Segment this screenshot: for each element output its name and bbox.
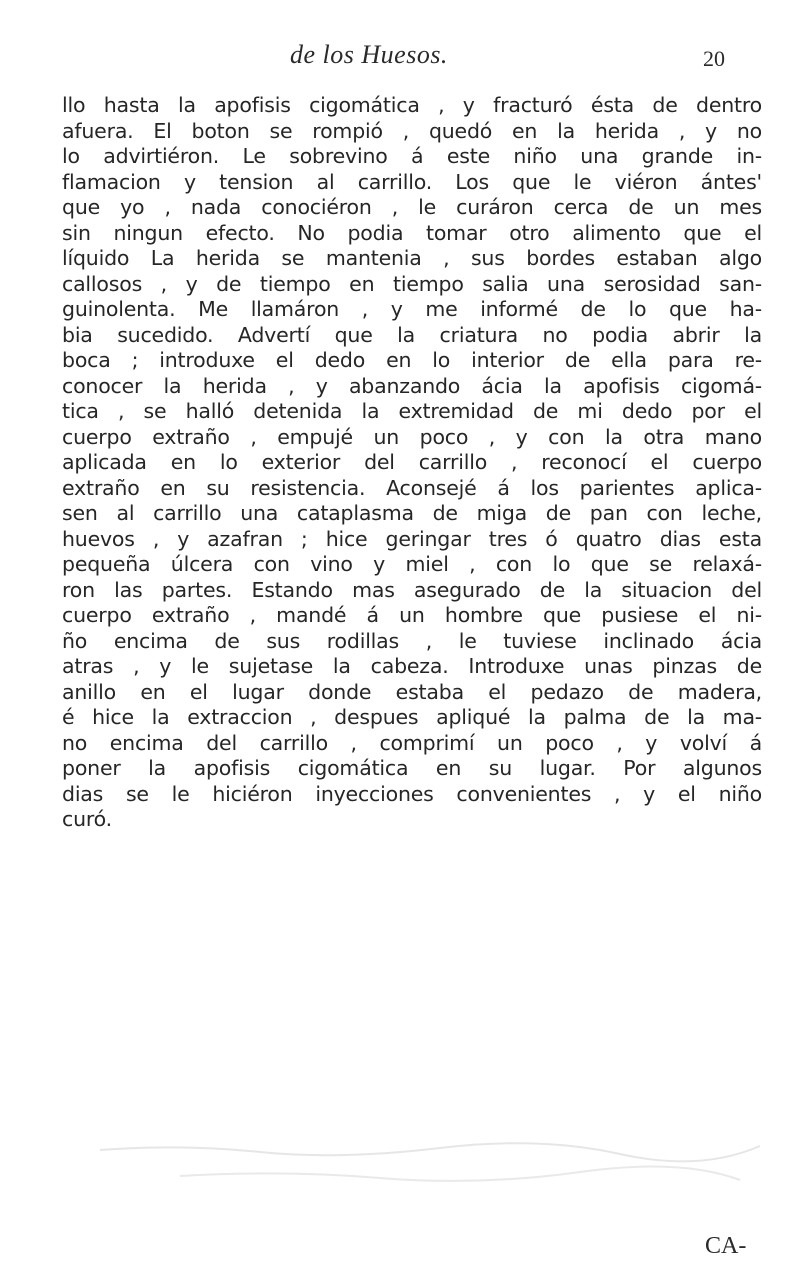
text-line: pequeña úlcera con vino y miel , con lo que se relaxá- bbox=[62, 552, 762, 576]
text-line: anillo en el lugar donde estaba el pedazo de madera, bbox=[62, 679, 762, 704]
text-line: curó. bbox=[62, 807, 112, 831]
text-line: huevos , y azafran ; hice geringar tres ó quatro dias esta bbox=[62, 526, 762, 551]
text-line: ño encima de sus rodillas , le tuviese inclinado ácia bbox=[62, 628, 762, 653]
show-through-texture bbox=[60, 1130, 780, 1200]
text-line: boca ; introduxe el dedo en lo interior de ella para re- bbox=[62, 348, 762, 372]
text-line: callosos , y de tiempo en tiempo salia una serosidad san- bbox=[62, 271, 762, 296]
page-number: 20 bbox=[703, 46, 725, 71]
text-line: llo hasta la apofisis cigomática , y fracturó ésta de dentro bbox=[62, 93, 762, 117]
text-line: afuera. El boton se rompió , quedó en la herida , y no bbox=[62, 118, 762, 143]
text-line: flamacion y tension al carrillo. Los que le viéron ántes' bbox=[62, 169, 762, 194]
text-line: no encima del carrillo , comprimí un poco , y volví á bbox=[62, 730, 762, 755]
text-line: lo advirtiéron. Le sobrevino á este niño una grande in- bbox=[62, 144, 762, 168]
text-line: é hice la extraccion , despues apliqué la palma de la ma- bbox=[62, 705, 762, 729]
text-line: sin ningun efecto. No podia tomar otro alimento que el bbox=[62, 220, 762, 245]
text-line: líquido La herida se mantenia , sus bordes estaban algo bbox=[62, 246, 762, 270]
text-line: bia sucedido. Advertí que la criatura no podia abrir la bbox=[62, 322, 762, 347]
text-line: atras , y le sujetase la cabeza. Introduxe unas pinzas de bbox=[62, 654, 762, 678]
text-line: conocer la herida , y abanzando ácia la apofisis cigomá- bbox=[62, 373, 762, 398]
text-line: ron las partes. Estando mas asegurado de la situacion del bbox=[62, 577, 762, 602]
text-line: cuerpo extraño , mandé á un hombre que pusiese el ni- bbox=[62, 603, 762, 627]
running-head bbox=[0, 40, 800, 80]
running-title: de los Huesos. bbox=[290, 40, 448, 69]
text-line: extraño en su resistencia. Aconsejé á los parientes aplica- bbox=[62, 475, 762, 500]
catchword: CA- bbox=[705, 1233, 747, 1259]
body-text bbox=[62, 93, 762, 833]
text-line: dias se le hiciéron inyecciones convenientes , y el niño bbox=[62, 781, 762, 806]
text-line: aplicada en lo exterior del carrillo , reconocí el cuerpo bbox=[62, 450, 762, 474]
text-line: poner la apofisis cigomática en su lugar. Por algunos bbox=[62, 756, 762, 780]
text-line: guinolenta. Me llamáron , y me informé de lo que ha- bbox=[62, 297, 762, 321]
text-line: que yo , nada conociéron , le curáron cerca de un mes bbox=[62, 195, 762, 219]
text-line: tica , se halló detenida la extremidad de mi dedo por el bbox=[62, 399, 762, 423]
text-line: cuerpo extraño , empujé un poco , y con la otra mano bbox=[62, 424, 762, 449]
text-line: sen al carrillo una cataplasma de miga de pan con leche, bbox=[62, 501, 762, 525]
